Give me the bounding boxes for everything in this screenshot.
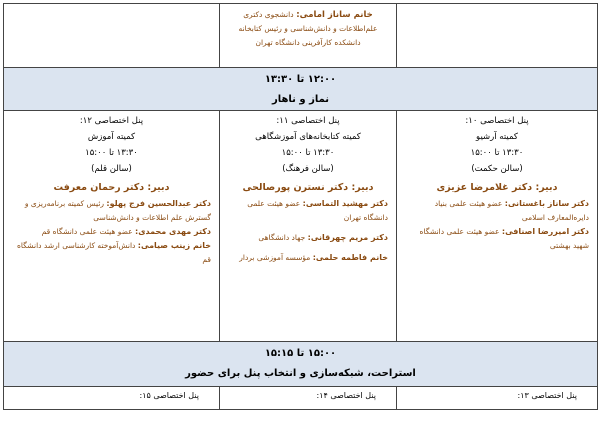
panel-11-member-1-name: دکتر مهشید التماسی: [302,199,388,208]
speaker-name: خانم ساناز امامی: [296,10,373,20]
panel-12-moderator: دبیر: دکتر رحمان معرفت [53,182,170,193]
panel-13-label: پنل اختصاصی ۱۳: [517,391,577,400]
break2-cell [4,342,598,387]
panel-11-member-3 [220,251,396,265]
break2-time: ۱۵:۰۰ تا ۱۵:۱۵ [264,348,337,359]
panel-10-member-1 [397,197,597,225]
speaker-line1: دانشجوی دکتری [243,10,294,19]
schedule-table [3,3,598,410]
panel-11-member-3-name: خانم فاطمه حلمی: [312,253,388,262]
panel-12-member-2-name: دکتر مهدی محمدی: [135,227,211,236]
panel-10-moderator: دبیر: دکتر غلامرضا عزیزی [436,182,558,193]
panel-12-member-1-role: رئیس کمیته برنامه‌ریزی و گسترش علم اطلاعات و دانش‌شناسی [24,199,211,222]
panel-12-member-3 [4,239,219,267]
panel-12-hall: (سالن قلم) [91,164,132,174]
panel-11-moderator: دبیر: دکتر نسترن پورصالحی [242,182,374,193]
panel-11-member-3-role: مؤسسه آموزشی بردار [239,253,311,262]
panel-12-member-1 [4,197,219,225]
panel-10-hall: (سالن حکمت) [471,164,523,174]
break1-title: نماز و ناهار [271,94,330,105]
panel-11-time: ۱۳:۳۰ تا ۱۵:۰۰ [281,148,335,158]
panel-12-member-2 [4,225,219,239]
panel-12-member-3-name: خانم زینب صیامی: [137,241,211,250]
break1-time: ۱۲:۰۰ تا ۱۳:۳۰ [264,74,337,85]
panels-row [4,111,598,342]
panel-14 [220,387,397,410]
panel-11-member-2-name: دکتر مریم چهرقانی: [307,233,388,242]
panel-11-member-1 [220,197,396,225]
top-empty-right [397,4,598,68]
break1-cell [4,68,598,111]
panel-11-hall: (سالن فرهنگ) [282,164,334,174]
speaker-cell [220,4,397,68]
panel-12-topic: کمیته آموزش [87,132,136,142]
panel-14-label: پنل اختصاصی ۱۴: [316,391,376,400]
break1-row [4,68,598,111]
panel-11-member-2-role: جهاد دانشگاهی [258,233,306,242]
panel-11-member-2 [220,231,396,245]
panel-12-member-2-role: عضو هیئت علمی دانشگاه قم [41,227,133,236]
speaker-line2: علم‌اطلاعات و دانش‌شناسی و رئیس کتابخانه [238,24,378,33]
break2-title: استراحت، شبکه‌سازی و انتخاب پنل برای حضور [185,368,416,379]
panel-11 [220,111,397,342]
break2-row [4,342,598,387]
panel-10-member-1-role: عضو هیئت علمی بنیاد دایره‌المعارف اسلامی [434,199,589,222]
panel-13 [397,387,598,410]
panel-11-member-1-role: عضو هیئت علمی دانشگاه تهران [247,199,388,222]
top-empty-left [4,4,220,68]
panel-10-member-2-role: عضو هیئت علمی دانشگاه شهید بهشتی [419,227,589,250]
speaker-line3: دانشکده کارآفرینی دانشگاه تهران [255,38,361,47]
panel-12-time: ۱۳:۳۰ تا ۱۵:۰۰ [85,148,138,158]
panel-11-label: پنل اختصاصی ۱۱: [276,116,340,126]
panel-10-member-2-name: دکتر امیررضا اصنافی: [501,227,589,236]
panel-10 [397,111,598,342]
panel-11-topic: کمیته کتابخانه‌های آموزشگاهی [255,132,361,142]
speaker-row [4,4,598,68]
panel-10-member-1-name: دکتر ساناز باغستانی: [504,199,589,208]
panel-12-member-3-role: دانش‌آموخته کارشناسی ارشد دانشگاه قم [16,241,211,264]
panel-12-label: پنل اختصاصی ۱۲: [79,116,144,126]
panel-10-time: ۱۳:۳۰ تا ۱۵:۰۰ [470,148,524,158]
panel-15 [4,387,220,410]
panel-12-member-1-name: دکتر عبدالحسین فرج پهلو: [106,199,211,208]
panel-10-topic: کمیته آرشیو [476,132,518,142]
panel-10-member-2 [397,225,597,253]
bottom-row [4,387,598,410]
panel-15-label: پنل اختصاصی ۱۵: [139,391,199,400]
panel-10-label: پنل اختصاصی ۱۰: [465,116,529,126]
panel-12 [4,111,220,342]
